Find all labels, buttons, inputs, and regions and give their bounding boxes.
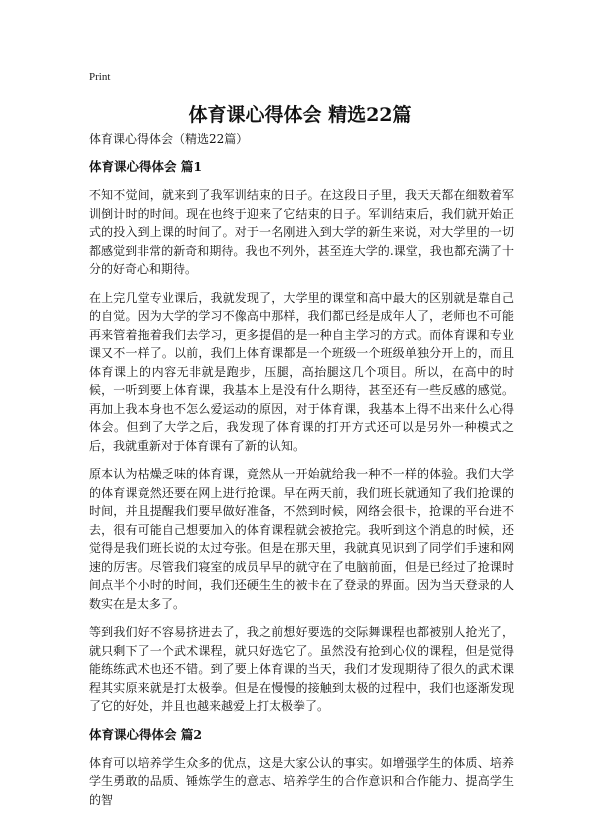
section-1: [89, 158, 514, 716]
section-2: [89, 726, 514, 810]
document-title: 体育课心得体会 精选22篇: [188, 104, 412, 126]
document-body: [89, 130, 514, 819]
paragraph: 体育可以培养学生众多的优点，这是大家公认的事实。如增强学生的体质、培养学生勇敢的品质、锤炼学生的意志、培养学生的合作意识和合作能力、提高学生的智: [89, 755, 514, 807]
paragraph: 原本认为枯燥乏味的体育课，竟然从一开始就给我一种不一样的体验。我们大学的体育课竟然还要在网上进行抢课。早在两天前，我们班长就通知了我们抢课的时间，并且提醒我们要早做好准备，不然到时候，网络会很卡，抢课的平台进不去，很有可能自己想要加入的体育课程就会被抢完。我听到这个消息的时候，还觉得是我们班长说的太过夸张。但是在那天里，我就真见识到了同学们手速和网速的厉害。尽管我们寝室的成员早早的就守在了电脑前面，但是已经过了抢课时间点半个小时的时间，我们还硬生生的被卡在了登录的界面。因为当天登录的人数实在是太多了。: [89, 467, 514, 611]
document-subtitle: 体育课心得体会（精选22篇）: [89, 132, 249, 146]
paragraph: 等到我们好不容易挤进去了，我之前想好要选的交际舞课程也都被别人抢光了，就只剩下了一个武术课程，就只好选它了。虽然没有抢到心仪的课程，但是觉得能练练武术也还不错。到了要上体育课的当天，我们才发现期待了很久的武术课程其实原来就是打太极拳。但是在慢慢的接触到太极的过程中，我们也逐渐发现了它的好处，并且也越来越爱上打太极拳了。: [89, 625, 514, 713]
section-heading: 体育课心得体会 篇2: [89, 726, 203, 742]
section-heading: 体育课心得体会 篇1: [89, 159, 203, 174]
paragraph: 在上完几堂专业课后，我就发现了，大学里的课堂和高中最大的区别就是靠自己的自觉。因为大学的学习不像高中那样，我们都已经是成年人了，老师也不可能再来管着拖着我们去学习，更多提倡的是一种自主学习的方式。而体育课和专业课又不一样了。以前，我们上体育课都是一个班级一个班级单独分开上的，而且体育课上的内容无非就是跑步，压腿，高抬腿这几个项目。所以，在高中的时候，一听到要上体育课，我基本上是没有什么期待，甚至还有一些反感的感觉。再加上我本身也不怎么爱运动的原因，对于体育课，我基本上得不出来什么心得体会。但到了大学之后，我发现了体育课的打开方式还可以是另外一种模式之后，我就重新对于体育课有了新的认知。: [89, 290, 514, 453]
print-link[interactable]: Print: [89, 71, 111, 83]
paragraph: 不知不觉间，就来到了我军训结束的日子。在这段日子里，我天天都在细数着军训倒计时的时间。现在也终于迎来了它结束的日子。军训结束后，我们就开始正式的投入到上课的时间了。对于一名刚进入到大学的新生来说，对大学里的一切都感觉到非常的新奇和期待。我也不列外，甚至连大学的.课堂，我也都充满了十分的好奇心和期待。: [89, 188, 514, 276]
